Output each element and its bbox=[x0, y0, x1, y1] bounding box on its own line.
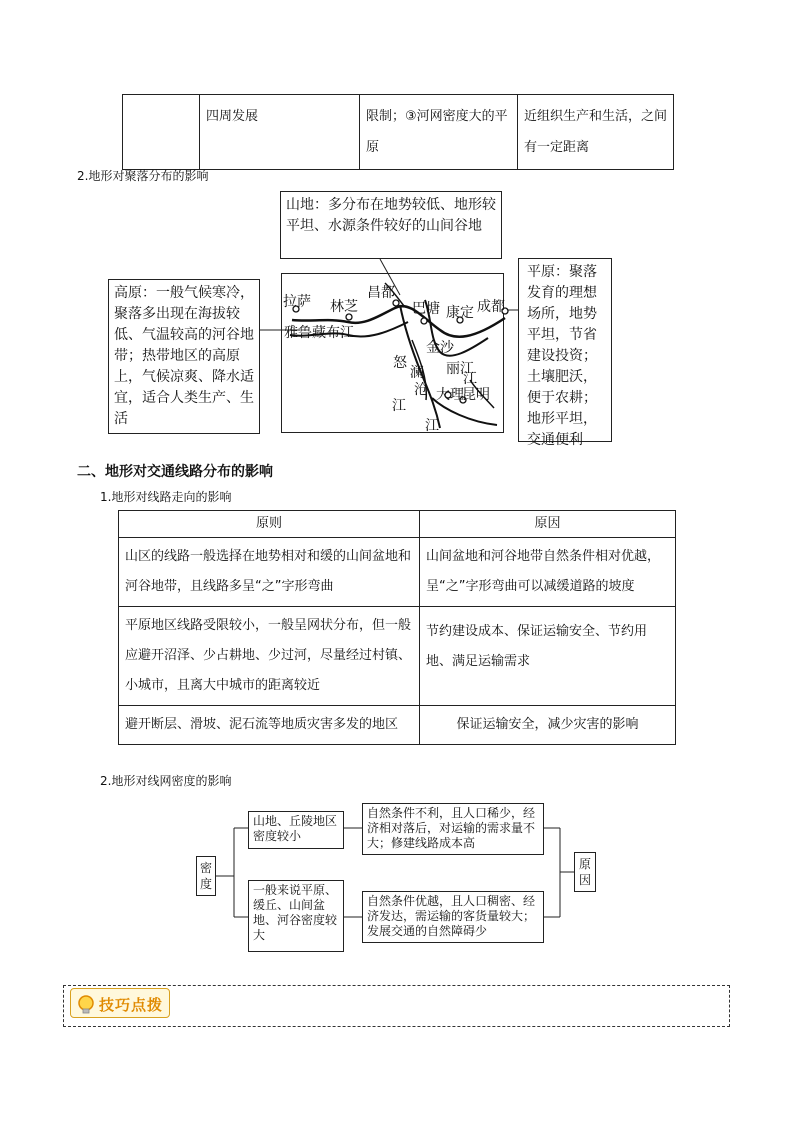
column-header: 原则 bbox=[119, 511, 420, 538]
map-label-jiang1: 江 bbox=[392, 398, 406, 414]
table-cell: 近组织生产和生活，之间有一定距离 bbox=[518, 95, 674, 170]
map-label-kangding: 康定 bbox=[446, 305, 474, 321]
table-cell: 保证运输安全，减少灾害的影响 bbox=[420, 706, 676, 745]
lightbulb-icon bbox=[75, 993, 97, 1015]
map-label-yarlung: 雅鲁藏布江 bbox=[284, 325, 354, 341]
map-label-chengdu: 成都 bbox=[477, 299, 505, 315]
plateau-note: 高原：一般气候寒冷，聚落多出现在海拔较低、气温较高的河谷地带；热带地区的高原上，气候凉爽、降水适宜，适合人类生产、生活 bbox=[108, 279, 260, 434]
map-label-batang: 巴塘 bbox=[412, 301, 440, 317]
map-label-lan: 澜 bbox=[410, 365, 424, 381]
table-cell: 山间盆地和河谷地带自然条件相对优越，呈“之”字形弯曲可以减缓道路的坡度 bbox=[420, 538, 676, 607]
bottom-condition-box: 一般来说平原、缓丘、山间盆地、河谷密度较大 bbox=[248, 880, 344, 952]
top-condition-box: 山地、丘陵地区密度较小 bbox=[248, 811, 344, 849]
map-label-nu: 怒 bbox=[393, 355, 407, 371]
mountain-note: 山地：多分布在地势较低、地形较平坦、水源条件较好的山间谷地 bbox=[280, 191, 502, 259]
table-cell: 山区的线路一般选择在地势相对和缓的山间盆地和河谷地带，且线路多呈“之”字形弯曲 bbox=[119, 538, 420, 607]
map-label-linzhi: 林芝 bbox=[330, 299, 358, 315]
map-label-lasa: 拉萨 bbox=[283, 294, 311, 310]
subsection-heading: 1.地形对线路走向的影响 bbox=[100, 490, 232, 504]
plain-note: 平原：聚落发育的理想场所，地势平坦，节省建设投资；土壤肥沃，便于农耕；地形平坦，交通便利 bbox=[518, 258, 612, 442]
top-reason-box: 自然条件不利，且人口稀少，经济相对落后，对运输的需求量不大；修建线路成本高 bbox=[362, 803, 544, 855]
map-label-changdu: 昌都 bbox=[367, 285, 395, 301]
reason-label: 原因 bbox=[574, 852, 596, 892]
table-cell: 限制；③河网密度大的平原 bbox=[360, 95, 518, 170]
section-title: 二、地形对交通线路分布的影响 bbox=[77, 464, 273, 480]
bottom-reason-box: 自然条件优越，且人口稠密、经济发达，需运输的客货量较大；发展交通的自然障碍少 bbox=[362, 891, 544, 943]
density-label: 密度 bbox=[196, 856, 216, 896]
section-heading: 2.地形对聚落分布的影响 bbox=[77, 169, 209, 183]
map-label-dali: 大理 bbox=[436, 387, 464, 403]
column-header: 原因 bbox=[420, 511, 676, 538]
map-label-lijiang: 丽江 bbox=[446, 361, 474, 377]
table-cell: 平原地区线路受限较小，一般呈网状分布，但一般应避开沼泽、少占耕地、少过河，尽量经过村镇、小城市，且离大中城市的距离较近 bbox=[119, 607, 420, 706]
table-cell: 节约建设成本、保证运输安全、节约用地、满足运输需求 bbox=[420, 607, 676, 706]
subsection-heading: 2.地形对线网密度的影响 bbox=[100, 774, 232, 788]
tip-badge bbox=[70, 988, 170, 1018]
tip-badge-label: 技巧点拨 bbox=[99, 996, 164, 1014]
map-label-jinsha: 金沙 bbox=[426, 340, 454, 356]
map-label-kunming: 昆明 bbox=[462, 387, 490, 403]
map-label-jiang3: 江 bbox=[425, 418, 439, 434]
table-cell: 四周发展 bbox=[200, 95, 360, 170]
map-label-cang: 沧 bbox=[414, 382, 428, 398]
map-label-jiang2: 江 bbox=[463, 371, 477, 387]
table-cell: 避开断层、滑坡、泥石流等地质灾害多发的地区 bbox=[119, 706, 420, 745]
